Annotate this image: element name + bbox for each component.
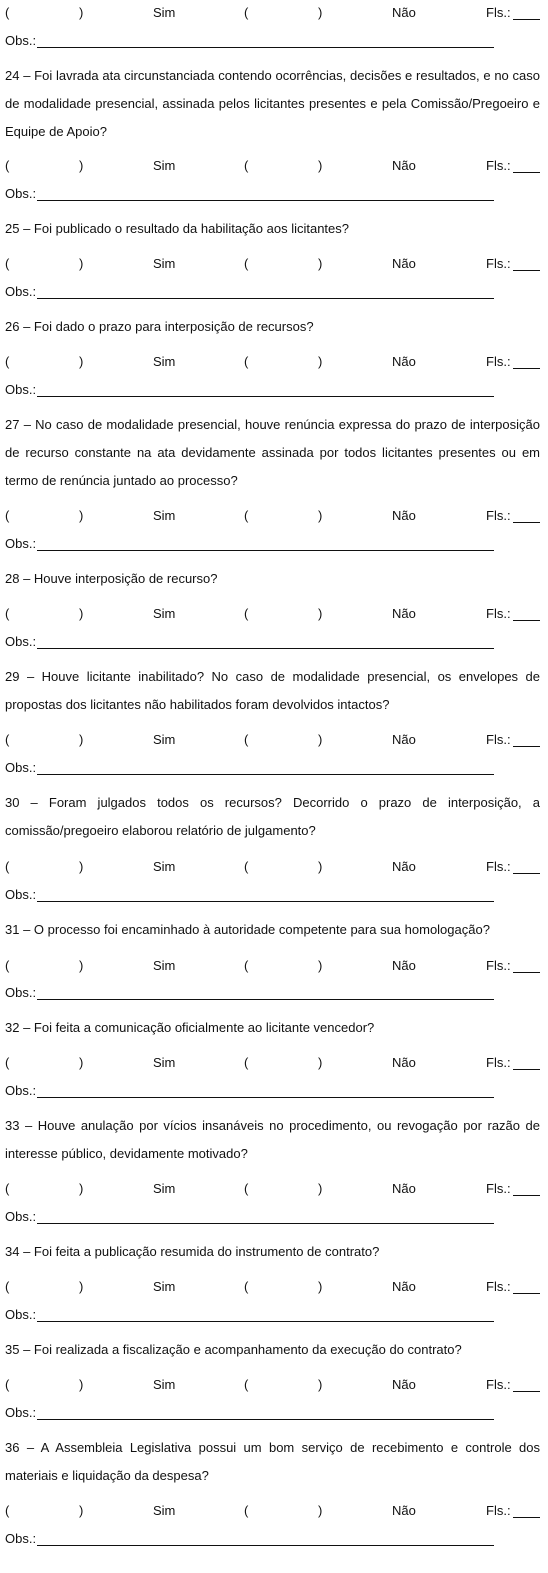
nao-checkbox-close[interactable]: ): [318, 958, 323, 973]
sim-label: Sim: [153, 1279, 176, 1294]
nao-checkbox-close[interactable]: ): [318, 1055, 323, 1070]
nao-label: Não: [392, 1503, 416, 1518]
nao-label: Não: [392, 1181, 416, 1196]
fls-field[interactable]: [513, 1195, 540, 1196]
sim-checkbox-close[interactable]: ): [79, 1279, 84, 1294]
obs-label: Obs.:: [5, 1531, 37, 1546]
fls-label: Fls.:: [486, 354, 511, 369]
obs-label: Obs.:: [5, 284, 37, 299]
sim-label: Sim: [153, 256, 176, 271]
sim-label: Sim: [153, 1503, 176, 1518]
nao-label: Não: [392, 1377, 416, 1392]
nao-checkbox-close[interactable]: ): [318, 1279, 323, 1294]
sim-checkbox-open[interactable]: (: [5, 1377, 10, 1392]
nao-label: Não: [392, 859, 416, 874]
obs-label: Obs.:: [5, 186, 37, 201]
obs-field[interactable]: [37, 1223, 494, 1224]
sim-label: Sim: [153, 859, 176, 874]
question-text: 35 – Foi realizada a fiscalização e acompanhamento da execução do contrato?: [5, 1342, 462, 1357]
question-text: 28 – Houve interposição de recurso?: [5, 571, 218, 586]
obs-field[interactable]: [37, 1545, 494, 1546]
nao-checkbox-close[interactable]: ): [318, 508, 323, 523]
sim-label: Sim: [153, 958, 176, 973]
nao-checkbox-close[interactable]: ): [318, 158, 323, 173]
fls-field[interactable]: [513, 368, 540, 369]
nao-checkbox-close[interactable]: ): [318, 732, 323, 747]
obs-field[interactable]: [37, 200, 494, 201]
fls-label: Fls.:: [486, 158, 511, 173]
fls-field[interactable]: [513, 19, 540, 20]
sim-checkbox-open[interactable]: (: [5, 1503, 10, 1518]
obs-label: Obs.:: [5, 887, 37, 902]
sim-checkbox-open[interactable]: (: [5, 354, 10, 369]
nao-checkbox-close[interactable]: ): [318, 1181, 323, 1196]
obs-label: Obs.:: [5, 1405, 37, 1420]
obs-field[interactable]: [37, 298, 494, 299]
nao-checkbox-open[interactable]: (: [244, 158, 249, 173]
nao-checkbox-close[interactable]: ): [318, 1503, 323, 1518]
obs-field[interactable]: [37, 1097, 494, 1098]
nao-checkbox-close[interactable]: ): [318, 606, 323, 621]
sim-checkbox-close[interactable]: ): [79, 1503, 84, 1518]
sim-checkbox-close[interactable]: ): [79, 859, 84, 874]
fls-field[interactable]: [513, 873, 540, 874]
fls-field[interactable]: [513, 746, 540, 747]
sim-checkbox-open[interactable]: (: [5, 5, 10, 20]
obs-label: Obs.:: [5, 382, 37, 397]
nao-label: Não: [392, 1055, 416, 1070]
fls-field[interactable]: [513, 522, 540, 523]
fls-label: Fls.:: [486, 1503, 511, 1518]
obs-label: Obs.:: [5, 1083, 37, 1098]
obs-field[interactable]: [37, 1419, 494, 1420]
obs-field[interactable]: [37, 774, 494, 775]
sim-checkbox-open[interactable]: (: [5, 256, 10, 271]
question-text: 34 – Foi feita a publicação resumida do instrumento de contrato?: [5, 1244, 380, 1259]
sim-label: Sim: [153, 1377, 176, 1392]
question-text: 33 – Houve anulação por vícios insanáveis no procedimento, ou revogação por razão de interesse público, devidamente motivado?: [5, 1118, 540, 1161]
nao-checkbox-open[interactable]: (: [244, 1279, 249, 1294]
nao-label: Não: [392, 256, 416, 271]
obs-label: Obs.:: [5, 1307, 37, 1322]
obs-field[interactable]: [37, 550, 494, 551]
nao-label: Não: [392, 1279, 416, 1294]
nao-label: Não: [392, 508, 416, 523]
fls-field[interactable]: [513, 972, 540, 973]
obs-label: Obs.:: [5, 536, 37, 551]
obs-field[interactable]: [37, 1321, 494, 1322]
fls-field[interactable]: [513, 1391, 540, 1392]
fls-label: Fls.:: [486, 5, 511, 20]
sim-checkbox-open[interactable]: (: [5, 958, 10, 973]
nao-checkbox-open[interactable]: (: [244, 606, 249, 621]
sim-checkbox-close[interactable]: ): [79, 1055, 84, 1070]
nao-checkbox-close[interactable]: ): [318, 1377, 323, 1392]
fls-field[interactable]: [513, 1069, 540, 1070]
sim-checkbox-open[interactable]: (: [5, 1181, 10, 1196]
sim-label: Sim: [153, 606, 176, 621]
obs-field[interactable]: [37, 999, 494, 1000]
question-text: 26 – Foi dado o prazo para interposição de recursos?: [5, 319, 314, 334]
sim-checkbox-close[interactable]: ): [79, 5, 84, 20]
fls-label: Fls.:: [486, 958, 511, 973]
sim-checkbox-close[interactable]: ): [79, 354, 84, 369]
sim-checkbox-open[interactable]: (: [5, 732, 10, 747]
question-text: 31 – O processo foi encaminhado à autoridade competente para sua homologação?: [5, 922, 490, 937]
sim-checkbox-open[interactable]: (: [5, 606, 10, 621]
obs-label: Obs.:: [5, 760, 37, 775]
fls-label: Fls.:: [486, 859, 511, 874]
sim-checkbox-close[interactable]: ): [79, 732, 84, 747]
nao-label: Não: [392, 354, 416, 369]
fls-label: Fls.:: [486, 732, 511, 747]
sim-label: Sim: [153, 508, 176, 523]
sim-checkbox-open[interactable]: (: [5, 1055, 10, 1070]
question-text: 29 – Houve licitante inabilitado? No caso de modalidade presencial, os envelopes de propostas dos licitantes não habilitados foram devolvidos intactos?: [5, 669, 540, 712]
obs-field[interactable]: [37, 47, 494, 48]
obs-label: Obs.:: [5, 634, 37, 649]
fls-field[interactable]: [513, 270, 540, 271]
nao-checkbox-open[interactable]: (: [244, 256, 249, 271]
nao-checkbox-open[interactable]: (: [244, 958, 249, 973]
nao-checkbox-open[interactable]: (: [244, 508, 249, 523]
sim-checkbox-close[interactable]: ): [79, 1181, 84, 1196]
sim-checkbox-open[interactable]: (: [5, 859, 10, 874]
obs-field[interactable]: [37, 648, 494, 649]
fls-label: Fls.:: [486, 1377, 511, 1392]
sim-checkbox-open[interactable]: (: [5, 158, 10, 173]
sim-label: Sim: [153, 1055, 176, 1070]
sim-label: Sim: [153, 732, 176, 747]
sim-label: Sim: [153, 1181, 176, 1196]
fls-field[interactable]: [513, 1517, 540, 1518]
nao-checkbox-open[interactable]: (: [244, 1055, 249, 1070]
obs-field[interactable]: [37, 901, 494, 902]
sim-checkbox-close[interactable]: ): [79, 958, 84, 973]
question-text: 32 – Foi feita a comunicação oficialmente ao licitante vencedor?: [5, 1020, 375, 1035]
nao-checkbox-open[interactable]: (: [244, 1181, 249, 1196]
sim-checkbox-close[interactable]: ): [79, 158, 84, 173]
obs-label: Obs.:: [5, 33, 37, 48]
fls-label: Fls.:: [486, 1181, 511, 1196]
fls-label: Fls.:: [486, 508, 511, 523]
nao-label: Não: [392, 5, 416, 20]
nao-checkbox-close[interactable]: ): [318, 354, 323, 369]
obs-label: Obs.:: [5, 985, 37, 1000]
obs-label: Obs.:: [5, 1209, 37, 1224]
nao-checkbox-open[interactable]: (: [244, 859, 249, 874]
nao-checkbox-close[interactable]: ): [318, 256, 323, 271]
fls-label: Fls.:: [486, 1279, 511, 1294]
fls-label: Fls.:: [486, 606, 511, 621]
nao-checkbox-open[interactable]: (: [244, 732, 249, 747]
nao-label: Não: [392, 732, 416, 747]
nao-checkbox-close[interactable]: ): [318, 5, 323, 20]
nao-checkbox-close[interactable]: ): [318, 859, 323, 874]
question-text: 36 – A Assembleia Legislativa possui um bom serviço de recebimento e controle dos materiais e liquidação da despesa?: [5, 1440, 540, 1483]
fls-field[interactable]: [513, 1293, 540, 1294]
nao-checkbox-open[interactable]: (: [244, 1503, 249, 1518]
question-text: 27 – No caso de modalidade presencial, houve renúncia expressa do prazo de interposição de recurso constante na ata devidamente assinada por todos licitantes presentes ou em termo de renúncia juntado ao processo?: [5, 417, 540, 488]
sim-label: Sim: [153, 158, 176, 173]
nao-checkbox-open[interactable]: (: [244, 5, 249, 20]
fls-label: Fls.:: [486, 256, 511, 271]
question-text: 24 – Foi lavrada ata circunstanciada contendo ocorrências, decisões e resultados, e no caso de modalidade presencial, assinada pelos licitantes presentes e pela Comissão/Pregoeiro e Equipe de Apoio?: [5, 68, 540, 139]
sim-checkbox-close[interactable]: ): [79, 606, 84, 621]
fls-field[interactable]: [513, 620, 540, 621]
sim-checkbox-close[interactable]: ): [79, 1377, 84, 1392]
sim-label: Sim: [153, 354, 176, 369]
nao-checkbox-open[interactable]: (: [244, 354, 249, 369]
fls-field[interactable]: [513, 172, 540, 173]
sim-checkbox-close[interactable]: ): [79, 508, 84, 523]
obs-field[interactable]: [37, 396, 494, 397]
sim-label: Sim: [153, 5, 176, 20]
nao-checkbox-open[interactable]: (: [244, 1377, 249, 1392]
fls-label: Fls.:: [486, 1055, 511, 1070]
question-text: 30 – Foram julgados todos os recursos? Decorrido o prazo de interposição, a comissão/pregoeiro elaborou relatório de julgamento?: [5, 795, 540, 838]
nao-label: Não: [392, 158, 416, 173]
nao-label: Não: [392, 958, 416, 973]
nao-label: Não: [392, 606, 416, 621]
sim-checkbox-open[interactable]: (: [5, 1279, 10, 1294]
sim-checkbox-open[interactable]: (: [5, 508, 10, 523]
question-text: 25 – Foi publicado o resultado da habilitação aos licitantes?: [5, 221, 350, 236]
sim-checkbox-close[interactable]: ): [79, 256, 84, 271]
